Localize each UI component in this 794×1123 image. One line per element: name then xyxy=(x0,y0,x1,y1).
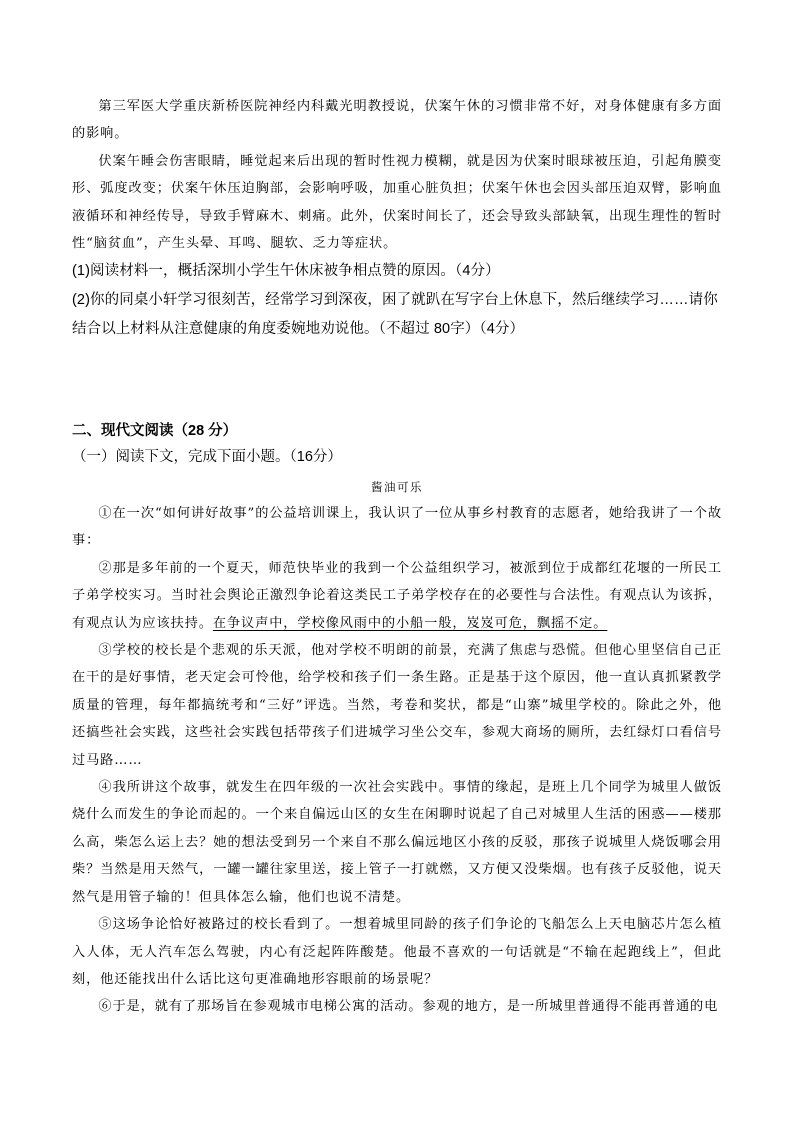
article-title: 酱油可乐 xyxy=(371,480,423,494)
article-paragraph-2-text: ②那是多年前的一个夏天，师范快毕业的我到一个公益组织学习，被派到位于成都红花堰的一所民工子弟学校实习。当时社会舆论正激烈争论着这类民工子弟学校存在的必要性与合法性。有观点认为该拆，有观点认为应该扶持。 xyxy=(72,560,722,631)
article-paragraph-1: ①在一次“如何讲好故事”的公益培训课上，我认识了一位从事乡村教育的志愿者，她给我讲了一个故事： xyxy=(72,506,722,549)
article-paragraph-3: ③学校的校长是个悲观的乐天派，他对学校不明朗的前景，充满了焦虑与恐慌。但他心里坚信自己正在干的是好事情，老天定会可怜他，给学校和孩子们一条生路。正是基于这个原因，他一直认真抓紧教学质量的管理，每年都搞统考和“三好”评选。当然，考卷和奖状，都是“山寨”城里学校的。除此之外，他还搞些社会实践，这些社会实践包括带孩子们进城学习坐公交车，参观大商场的厕所，去红绿灯口看信号过马路…… xyxy=(72,643,722,768)
question-1: (1)阅读材料一，概括深圳小学生午休床被争相点赞的原因。（4分） xyxy=(72,263,500,279)
section-heading: 二、现代文阅读（28 分） xyxy=(72,423,238,439)
material-paragraph-1: 第三军医大学重庆新桥医院神经内科戴光明教授说，伏案午休的习惯非常不好，对身体健康有多方面的影响。 xyxy=(72,99,722,142)
subsection-heading: （一）阅读下文，完成下面小题。（16分） xyxy=(72,449,342,465)
question-2: (2)你的同桌小轩学习很刻苦，经常学习到深夜，困了就趴在写字台上休息下，然后继续学习……请你结合以上材料从注意健康的角度委婉地劝说他。（不超过 80字）（4分） xyxy=(72,292,718,337)
material-passage xyxy=(72,93,722,257)
material-paragraph-2: 伏案午睡会伤害眼睛，睡觉起来后出现的暂时性视力模糊，就是因为伏案时眼球被压迫，引起角膜变形、弧度改变；伏案午休压迫胸部，会影响呼吸，加重心脏负担；伏案午休也会因头部压迫双臂，影响血液循环和神经传导，导致手臂麻木、刺痛。此外，伏案时间长了，还会导致头部缺氧，出现生理性的暂时性“脑贫血”，产生头晕、耳鸣、腿软、乏力等症状。 xyxy=(72,153,722,252)
underlined-sentence: 在争议声中，学校像风雨中的小船一般，岌岌可危，飘摇不定。 xyxy=(212,615,608,631)
question-list xyxy=(72,257,722,344)
article-paragraph-2 xyxy=(72,555,722,637)
article-paragraph-6: ⑥于是，就有了那场旨在参观城市电梯公寓的活动。参观的地方，是一所城里普通得不能再普通的电 xyxy=(98,999,719,1015)
article-paragraph-4: ④我所讲这个故事，就发生在四年级的一次社会实践中。事情的缘起，是班上几个同学为城里人做饭烧什么而发生的争论而起的。一个来自偏远山区的女生在闲聊时说起了自己对城里人生活的困惑——楼那么高，柴怎么运上去？她的想法受到另一个来自不那么偏远地区小孩的反驳，那孩子说城里人烧饭哪会用柴？当然是用天然气，一罐一罐往家里送，接上管子一打就燃，又方便又没柴烟。也有孩子反驳他，说天然气是用管子输的！但具体怎么输，他们也说不清楚。 xyxy=(72,780,722,905)
article-paragraph-5: ⑤这场争论恰好被路过的校长看到了。一想着城里同龄的孩子们争论的飞船怎么上天电脑芯片怎么植入人体，无人汽车怎么驾驶，内心有泛起阵阵酸楚。他最不喜欢的一句话就是“不输在起跑线上”，但此刻，他还能找出什么话比这句更准确地形容眼前的场景呢？ xyxy=(72,917,722,987)
article-body xyxy=(72,500,722,1021)
